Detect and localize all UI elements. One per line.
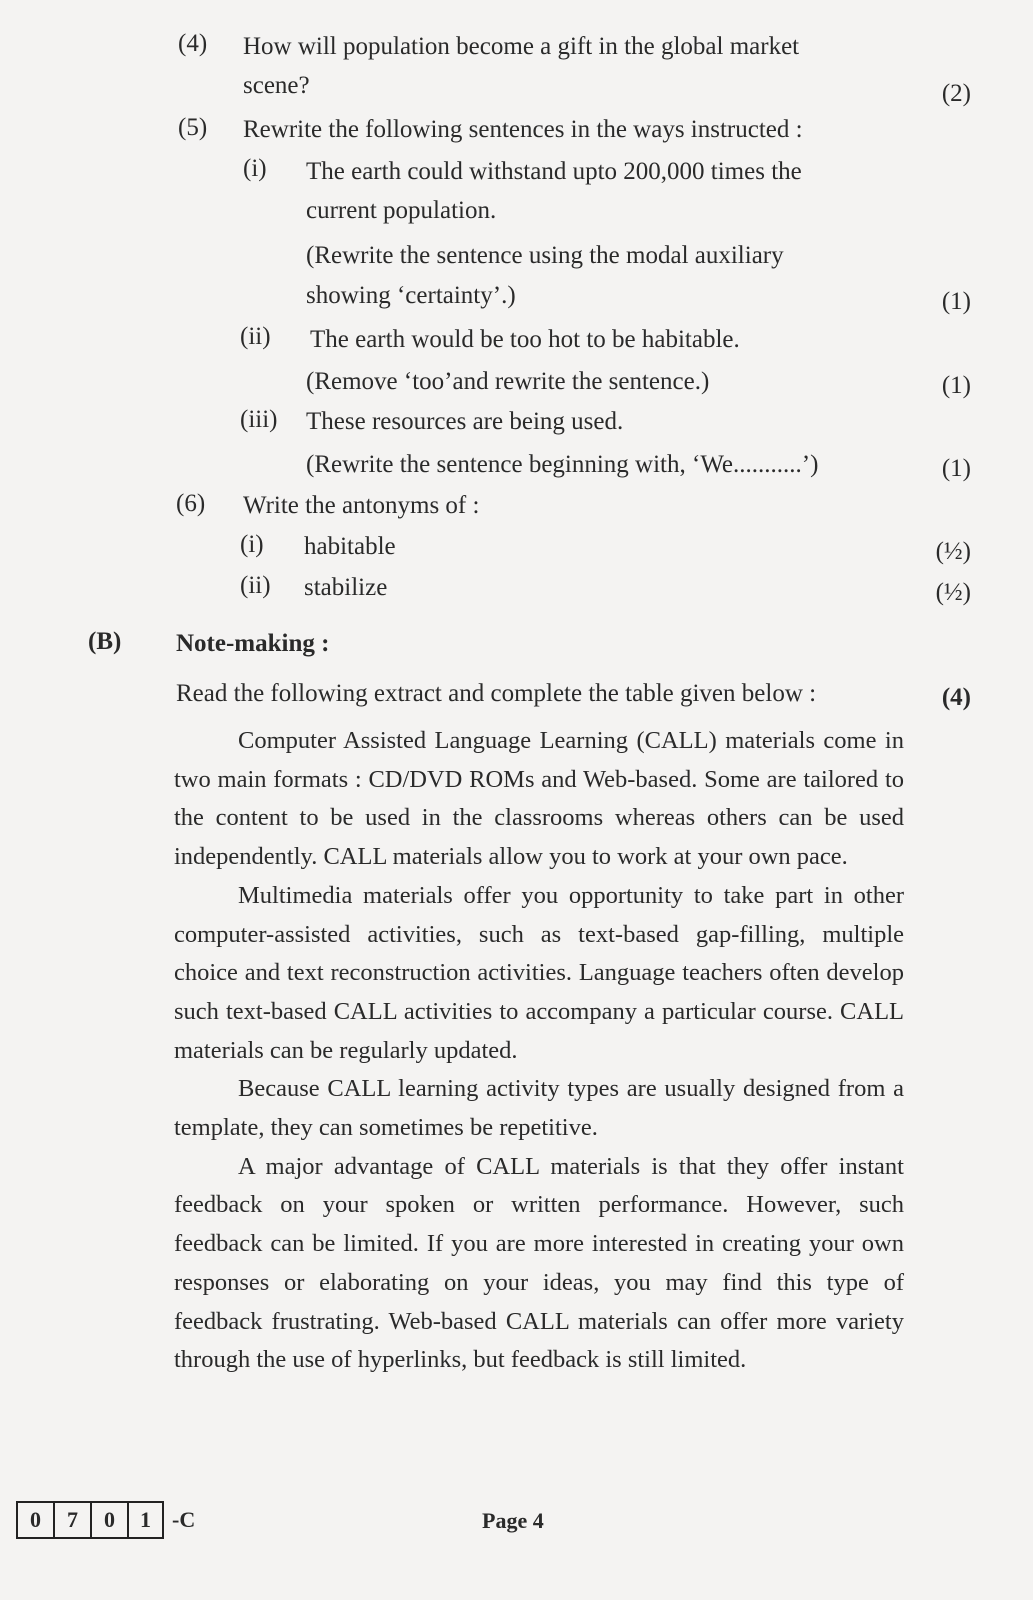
q6-i-number: (i) — [240, 531, 264, 558]
q4-text-line1: How will population become a gift in the global market — [243, 33, 800, 60]
section-b-marks: (4) — [941, 684, 971, 711]
q5-i-instruction1: (Rewrite the sentence using the modal auxiliary — [306, 242, 784, 269]
q5-i-instruction2: showing ‘certainty’.) — [306, 282, 516, 309]
section-b-label: (B) — [88, 628, 122, 655]
section-b-heading: Note-making : — [176, 630, 330, 657]
q6-i-marks: (½) — [935, 538, 971, 565]
code-digit: 1 — [127, 1501, 164, 1539]
q6-ii-number: (ii) — [240, 572, 271, 599]
q4-number: (4) — [178, 30, 208, 57]
q6-ii-marks: (½) — [935, 579, 971, 606]
section-b-instruction: Read the following extract and complete the table given below : — [176, 680, 817, 707]
extract-paragraph: Computer Assisted Language Learning (CALL) materials come in two main formats : CD/DVD ROMs and Web-based. Some are tailored to the content to be used in the classrooms whereas others can be used independently. CALL materials allow you to work at your own pace. — [174, 727, 904, 871]
q6-text: Write the antonyms of : — [243, 492, 480, 519]
q5-i-number: (i) — [243, 155, 267, 182]
q5-iii-line1: These resources are being used. — [306, 408, 624, 435]
q5-i-line1: The earth could withstand upto 200,000 times the — [306, 158, 802, 185]
q5-ii-number: (ii) — [240, 323, 271, 350]
q6-i-word: habitable — [304, 533, 396, 560]
page-number: Page 4 — [482, 1508, 544, 1533]
code-digit: 0 — [16, 1501, 53, 1539]
q5-i-marks: (1) — [941, 288, 971, 315]
extract-body — [174, 722, 904, 1380]
extract-paragraph: A major advantage of CALL materials is that they offer instant feedback on your spoken or written performance. However, such feedback can be limited. If you are more interested in creating your own responses or elaborating on your ideas, you may find this type of feedback frustrating. Web-based CALL materials can offer more variety through the use of hyperlinks, but feedback is still limited. — [174, 1152, 904, 1374]
q6-ii-word: stabilize — [304, 574, 388, 601]
q4-text-line2: scene? — [243, 72, 310, 99]
extract-paragraph: Because CALL learning activity types are usually designed from a template, they can sometimes be repetitive. — [174, 1075, 904, 1142]
code-digit: 7 — [53, 1501, 90, 1539]
q6-number: (6) — [176, 490, 206, 517]
q5-number: (5) — [178, 114, 208, 141]
paper-code — [16, 1501, 195, 1539]
q4-marks: (2) — [941, 80, 971, 107]
q5-ii-line1: The earth would be too hot to be habitable. — [310, 326, 740, 353]
q5-iii-number: (iii) — [240, 406, 278, 433]
q5-i-line2: current population. — [306, 197, 497, 224]
extract-paragraph: Multimedia materials offer you opportunity to take part in other computer-assisted activities, such as text-based gap-filling, multiple choice and text reconstruction activities. Language teachers often develop such text-based CALL activities to accompany a particular course. CALL materials can be regularly updated. — [174, 881, 904, 1064]
q5-ii-instruction: (Remove ‘too’and rewrite the sentence.) — [306, 368, 710, 395]
code-suffix: -C — [172, 1507, 196, 1532]
q5-iii-instruction: (Rewrite the sentence beginning with, ‘We...........’) — [306, 451, 819, 478]
q5-iii-marks: (1) — [941, 455, 971, 482]
code-digit: 0 — [90, 1501, 127, 1539]
q5-ii-marks: (1) — [941, 372, 971, 399]
q5-text: Rewrite the following sentences in the ways instructed : — [243, 116, 803, 143]
